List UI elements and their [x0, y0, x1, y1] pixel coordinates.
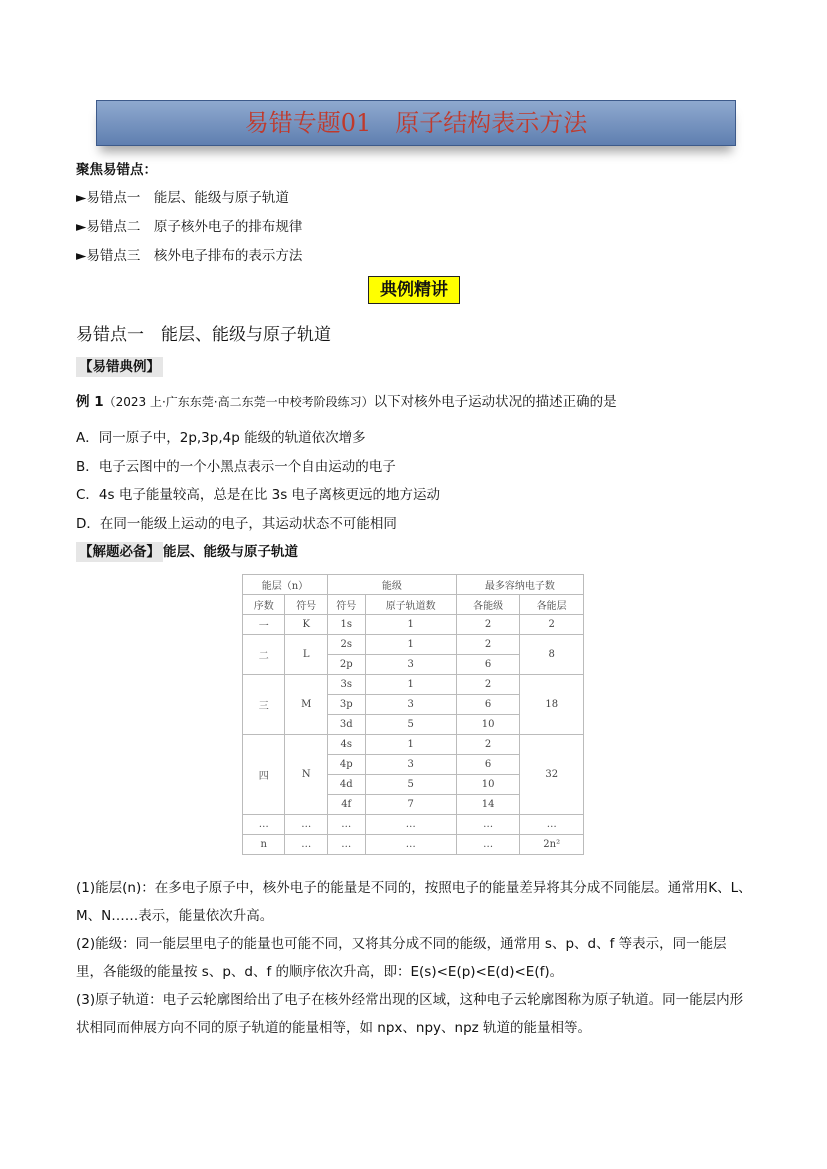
level-symbol-cell: 4s: [327, 735, 365, 755]
level-capacity-cell: 6: [456, 755, 520, 775]
orbital-count-cell: 1: [365, 615, 456, 635]
orbital-count-cell: 1: [365, 675, 456, 695]
table-row: [243, 675, 584, 695]
level-capacity-cell: 2: [456, 615, 520, 635]
orbital-count-cell: 5: [365, 775, 456, 795]
table-cell: …: [456, 815, 520, 835]
table-cell: …: [520, 815, 584, 835]
table-row: [243, 635, 584, 655]
section-badge: 典例精讲: [368, 276, 460, 304]
layer-capacity-cell: 18: [520, 675, 584, 735]
level-capacity-cell: 6: [456, 695, 520, 715]
table-cell: …: [456, 835, 520, 855]
table-row: [243, 615, 584, 635]
title-banner: [96, 100, 736, 146]
level-capacity-cell: 14: [456, 795, 520, 815]
example-number: 例 1: [76, 394, 104, 410]
example-label: 【易错典例】: [76, 357, 163, 377]
level-capacity-cell: 2: [456, 735, 520, 755]
sub-header-cell: 各能层: [520, 595, 584, 615]
table-cell: 2n²: [520, 835, 584, 855]
section1-heading: 易错点一 能层、能级与原子轨道: [76, 325, 331, 345]
prep-label: 【解题必备】: [76, 542, 163, 562]
table-row: [243, 835, 584, 855]
example-source: （2023 上·广东东莞·高二东莞一中校考阶段练习）: [103, 395, 374, 409]
option-a: A．同一原子中，2p,3p,4p 能级的轨道依次增多: [76, 430, 366, 446]
table-row: [243, 815, 584, 835]
example-question: [76, 390, 617, 410]
sub-header-cell: 各能级: [456, 595, 520, 615]
layer-number-cell: 一: [243, 615, 285, 635]
table-cell: …: [327, 815, 365, 835]
table-row: [243, 575, 584, 595]
paragraph-energy-layer: (1)能层(n)：在多电子原子中，核外电子的能量是不同的，按照电子的能量差异将其分成不同能层。通常用K、L、M、N……表示，能量依次升高。: [76, 880, 752, 924]
level-symbol-cell: 1s: [327, 615, 365, 635]
layer-symbol-cell: K: [285, 615, 327, 635]
prep-title: 能层、能级与原子轨道: [163, 544, 298, 560]
table-cell: …: [365, 835, 456, 855]
level-capacity-cell: 2: [456, 635, 520, 655]
page-title: 易错专题01 原子结构表示方法: [244, 109, 588, 137]
header-level: 能级: [327, 575, 456, 595]
sub-header-cell: 序数: [243, 595, 285, 615]
level-symbol-cell: 2s: [327, 635, 365, 655]
paragraph-orbital: (3)原子轨道：电子云轮廓图给出了电子在核外经常出现的区域，这种电子云轮廓图称为原子轨道。同一能层内形状相同而伸展方向不同的原子轨道的能量相等，如 npx、npy、npz 轨道的能量相等。: [76, 992, 744, 1036]
layer-number-cell: 四: [243, 735, 285, 815]
table-cell: …: [285, 815, 327, 835]
level-capacity-cell: 2: [456, 675, 520, 695]
table-cell: …: [327, 835, 365, 855]
orbital-count-cell: 5: [365, 715, 456, 735]
layer-capacity-cell: 32: [520, 735, 584, 815]
orbital-count-cell: 1: [365, 735, 456, 755]
level-capacity-cell: 6: [456, 655, 520, 675]
focus-point-2: ►易错点二 原子核外电子的排布规律: [76, 219, 303, 235]
option-c: C．4s 电子能量较高，总是在比 3s 电子离核更远的地方运动: [76, 487, 441, 503]
level-symbol-cell: 4d: [327, 775, 365, 795]
table-cell: n: [243, 835, 285, 855]
sub-header-cell: 符号: [327, 595, 365, 615]
orbital-count-cell: 7: [365, 795, 456, 815]
level-symbol-cell: 4p: [327, 755, 365, 775]
table-cell: …: [365, 815, 456, 835]
layer-symbol-cell: L: [285, 635, 327, 675]
layer-symbol-cell: N: [285, 735, 327, 815]
layer-number-cell: 二: [243, 635, 285, 675]
level-symbol-cell: 2p: [327, 655, 365, 675]
example-text: 以下对核外电子运动状况的描述正确的是: [373, 394, 617, 410]
layer-number-cell: 三: [243, 675, 285, 735]
paragraph-energy-level: (2)能级：同一能层里电子的能量也可能不同，又将其分成不同的能级，通常用 s、p、d、f 等表示，同一能层里，各能级的能量按 s、p、d、f 的顺序依次升高，即：E(s)<E(p)<E(d)<E(f)。: [76, 936, 727, 980]
layer-symbol-cell: M: [285, 675, 327, 735]
level-capacity-cell: 10: [456, 775, 520, 795]
header-capacity: 最多容纳电子数: [456, 575, 583, 595]
level-capacity-cell: 10: [456, 715, 520, 735]
sub-header-cell: 符号: [285, 595, 327, 615]
energy-level-table: [242, 574, 584, 855]
sub-header-cell: 原子轨道数: [365, 595, 456, 615]
focus-point-1: ►易错点一 能层、能级与原子轨道: [76, 190, 289, 206]
orbital-count-cell: 3: [365, 655, 456, 675]
table-row: [243, 595, 584, 615]
orbital-count-cell: 1: [365, 635, 456, 655]
focus-heading: 聚焦易错点：: [76, 162, 157, 178]
level-symbol-cell: 3s: [327, 675, 365, 695]
table-row: [243, 735, 584, 755]
table-cell: …: [285, 835, 327, 855]
focus-point-3: ►易错点三 核外电子排布的表示方法: [76, 248, 303, 264]
level-symbol-cell: 3p: [327, 695, 365, 715]
prep-heading: [76, 540, 298, 562]
header-layer: 能层（n）: [243, 575, 328, 595]
level-symbol-cell: 3d: [327, 715, 365, 735]
layer-capacity-cell: 2: [520, 615, 584, 635]
orbital-count-cell: 3: [365, 755, 456, 775]
option-b: B．电子云图中的一个小黑点表示一个自由运动的电子: [76, 459, 396, 475]
layer-capacity-cell: 8: [520, 635, 584, 675]
level-symbol-cell: 4f: [327, 795, 365, 815]
orbital-count-cell: 3: [365, 695, 456, 715]
table-cell: …: [243, 815, 285, 835]
option-d: D．在同一能级上运动的电子，其运动状态不可能相同: [76, 516, 397, 532]
